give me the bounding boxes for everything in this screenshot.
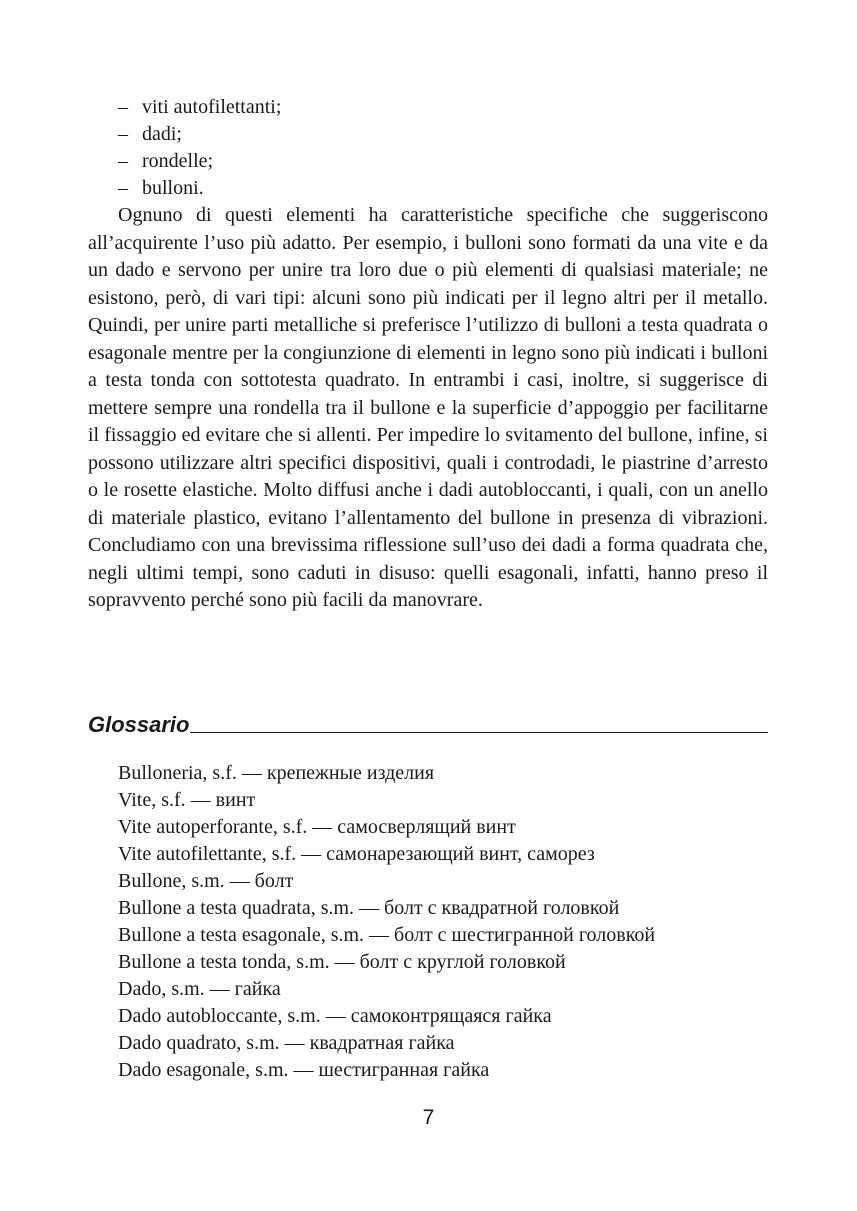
bullet-dash: –: [118, 123, 128, 145]
glossary-entry: Bullone a testa tonda, s.m. — болт с круглой головкой: [118, 951, 566, 973]
glossary-entry: Vite autofilettante, s.f. — самонарезающий винт, саморез: [118, 843, 595, 865]
page-number: 7: [422, 1106, 435, 1129]
glossary-entry: Dado esagonale, s.m. — шестигранная гайка: [118, 1059, 490, 1081]
list-item-text: viti autofilettanti;: [142, 96, 282, 118]
glossary-entry: Vite, s.f. — винт: [118, 789, 256, 811]
bullet-dash: –: [118, 177, 128, 199]
bullet-dash: –: [118, 150, 128, 172]
list-item-text: dadi;: [142, 123, 182, 145]
glossary-rule: [190, 732, 768, 733]
glossary-entry: Dado quadrato, s.m. — квадратная гайка: [118, 1032, 455, 1054]
glossary-entry: Bullone a testa esagonale, s.m. — болт с шестигранной головкой: [118, 924, 656, 946]
list-item-text: rondelle;: [142, 150, 214, 172]
list-item: [118, 175, 281, 202]
glossary-list: [118, 760, 655, 1084]
glossary-entry: Bulloneria, s.f. — крепежные изделия: [118, 762, 435, 784]
fastener-type-list: [118, 94, 281, 202]
glossary-entry: Dado autobloccante, s.m. — самоконтрящаяся гайка: [118, 1005, 552, 1027]
bullet-dash: –: [118, 96, 128, 118]
list-item: [118, 94, 281, 121]
glossary-entry: Bullone, s.m. — болт: [118, 870, 294, 892]
glossary-entry: Vite autoperforante, s.f. — самосверлящий винт: [118, 816, 516, 838]
list-item: [118, 148, 281, 175]
list-item-text: bulloni.: [142, 177, 204, 199]
glossary-header: [88, 704, 768, 738]
list-item: [118, 121, 281, 148]
body-paragraph: Ognuno di questi elementi ha caratteristiche specifiche che suggeriscono all’acquirente l’uso più adatto. Per esempio, i bulloni sono formati da una vite e da un dado e servono per unire tra loro due o più elementi di qualsiasi materiale; ne esistono, però, di vari tipi: alcuni sono più indicati per il legno altri per il metallo. Quindi, per unire parti metalliche si preferisce l’utilizzo di bulloni a testa quadrata o esagonale mentre per la congiunzione di elementi in legno sono più indicati i bulloni a testa tonda con sottotesta quadrato. In entrambi i casi, inoltre, si suggerisce di mettere sempre una rondella tra il bullone e la superficie d’appoggio per facilitarne il fissaggio ed evitare che si allenti. Per impedire lo svitamento del bullone, infine, si possono utilizzare altri specifici dispositivi, quali i controdadi, le piastrine d’arresto o le rosette elastiche. Molto diffusi anche i dadi autobloccanti, i quali, con un anello di materiale plastico, evitano l’allentamento del bullone in presenza di vibrazioni. Concludiamo con una brevissima riflessione sull’uso dei dadi a forma quadrata che, negli ultimi tempi, sono caduti in disuso: quelli esagonali, infatti, hanno preso il sopravvento perché sono più facili da manovrare.: [88, 204, 768, 611]
glossary-entry: Bullone a testa quadrata, s.m. — болт с квадратной головкой: [118, 897, 620, 919]
glossary-title: Glossario: [88, 712, 190, 737]
glossary-entry: Dado, s.m. — гайка: [118, 978, 281, 1000]
